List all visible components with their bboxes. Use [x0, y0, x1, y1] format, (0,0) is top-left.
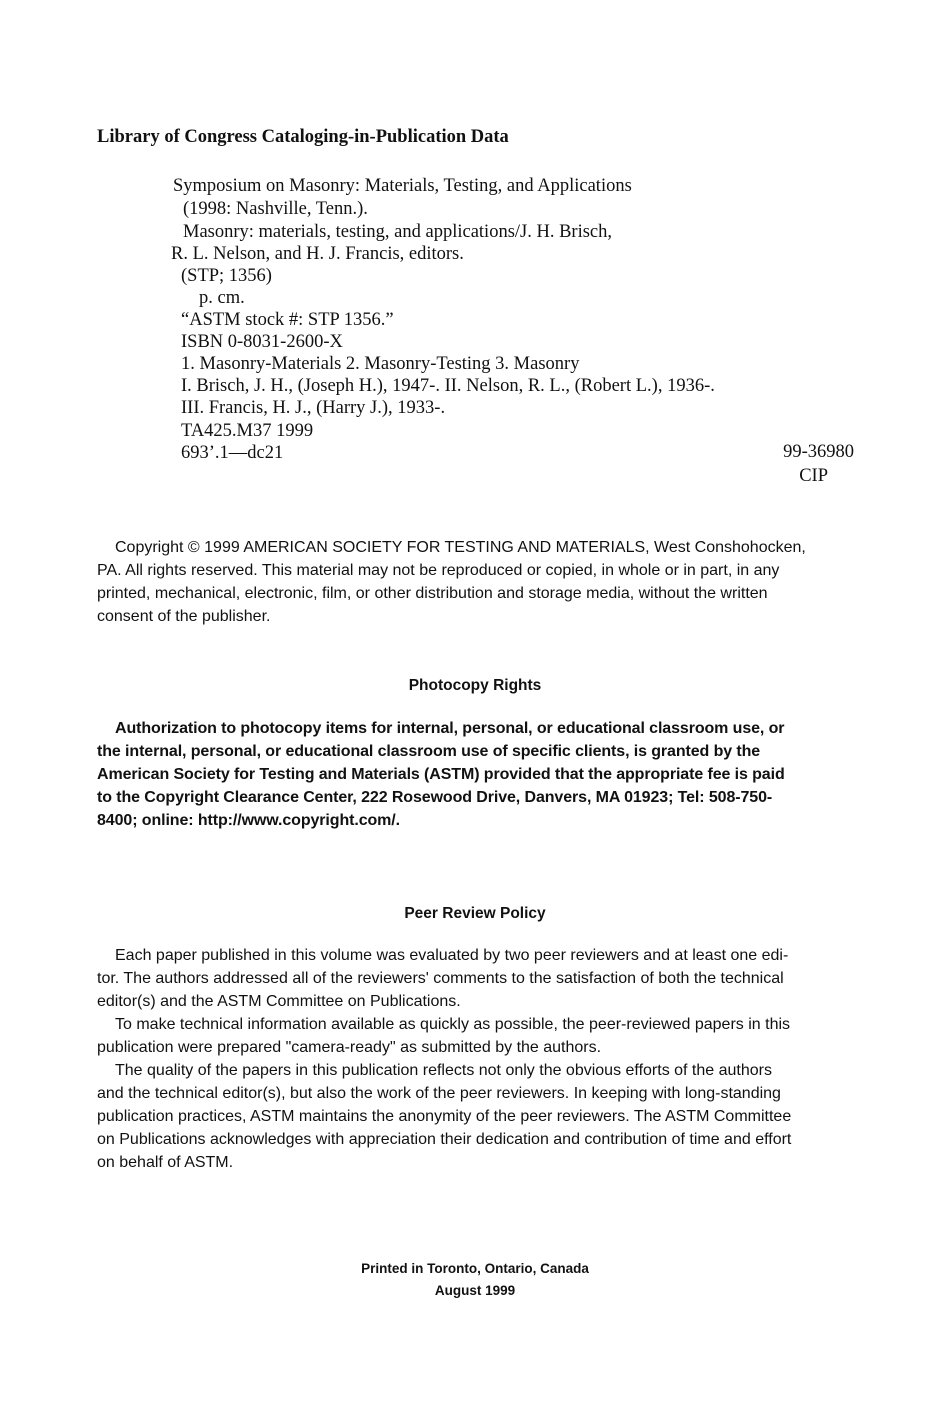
cip-line: “ASTM stock #: STP 1356.”: [181, 310, 394, 330]
peer-review-line: publication practices, ASTM maintains the anonymity of the peer reviewers. The ASTM Committee: [97, 1108, 792, 1125]
photocopy-line: 8400; online: http://www.copyright.com/.: [97, 812, 400, 829]
cip-line: (1998: Nashville, Tenn.).: [183, 199, 368, 219]
cip-lccn: 99-36980: [783, 442, 854, 462]
cip-line: (STP; 1356): [181, 266, 272, 286]
photocopy-line: American Society for Testing and Materials (ASTM) provided that the appropriate fee is paid: [97, 766, 785, 783]
peer-review-line: on behalf of ASTM.: [97, 1154, 234, 1171]
cip-dewey: 693’.1—dc21: [181, 443, 284, 463]
photocopy-heading: Photocopy Rights: [408, 677, 542, 694]
cip-label: CIP: [799, 466, 828, 486]
printed-date: August 1999: [434, 1283, 516, 1298]
peer-review-line: tor. The authors addressed all of the reviewers' comments to the satisfaction of both the technical: [97, 970, 784, 987]
peer-review-line: on Publications acknowledges with appreciation their dedication and contribution of time and effort: [97, 1131, 792, 1148]
peer-review-line: Each paper published in this volume was evaluated by two peer reviewers and at least one edi-: [115, 947, 789, 964]
peer-review-line: To make technical information available as quickly as possible, the peer-reviewed papers in this: [115, 1016, 791, 1033]
photocopy-line: Authorization to photocopy items for internal, personal, or educational classroom use, or: [115, 720, 785, 737]
cip-call-number: TA425.M37 1999: [181, 421, 314, 441]
peer-review-line: and the technical editor(s), but also the work of the peer reviewers. In keeping with long-standing: [97, 1085, 781, 1102]
cip-line: p. cm.: [199, 288, 245, 308]
peer-review-line: editor(s) and the ASTM Committee on Publications.: [97, 993, 461, 1010]
cip-isbn: ISBN 0-8031-2600-X: [181, 332, 343, 352]
cip-subjects: 1. Masonry-Materials 2. Masonry-Testing 3. Masonry: [181, 354, 580, 374]
peer-review-line: publication were prepared "camera-ready" as submitted by the authors.: [97, 1039, 602, 1056]
copyright-line: consent of the publisher.: [97, 608, 271, 625]
cip-authors: III. Francis, H. J., (Harry J.), 1933-.: [181, 398, 446, 418]
copyright-line: printed, mechanical, electronic, film, or other distribution and storage media, without the written: [97, 585, 768, 602]
printed-location: Printed in Toronto, Ontario, Canada: [361, 1261, 589, 1276]
cip-heading: Library of Congress Cataloging-in-Publication Data: [97, 127, 509, 147]
cip-authors: I. Brisch, J. H., (Joseph H.), 1947-. II. Nelson, R. L., (Robert L.), 1936-.: [181, 376, 715, 396]
copyright-line: PA. All rights reserved. This material may not be reproduced or copied, in whole or in part, in any: [97, 562, 780, 579]
photocopy-line: the internal, personal, or educational classroom use of specific clients, is granted by the: [97, 743, 761, 760]
photocopy-line: to the Copyright Clearance Center, 222 Rosewood Drive, Danvers, MA 01923; Tel: 508-750-: [97, 789, 773, 806]
copyright-line: Copyright © 1999 AMERICAN SOCIETY FOR TESTING AND MATERIALS, West Conshohocken,: [115, 539, 806, 556]
cip-line: R. L. Nelson, and H. J. Francis, editors.: [171, 244, 464, 264]
peer-review-heading: Peer Review Policy: [404, 905, 546, 922]
cip-line: Masonry: materials, testing, and applications/J. H. Brisch,: [183, 222, 613, 242]
peer-review-line: The quality of the papers in this publication reflects not only the obvious efforts of the authors: [115, 1062, 772, 1079]
cip-title-line: Symposium on Masonry: Materials, Testing, and Applications: [173, 176, 632, 196]
